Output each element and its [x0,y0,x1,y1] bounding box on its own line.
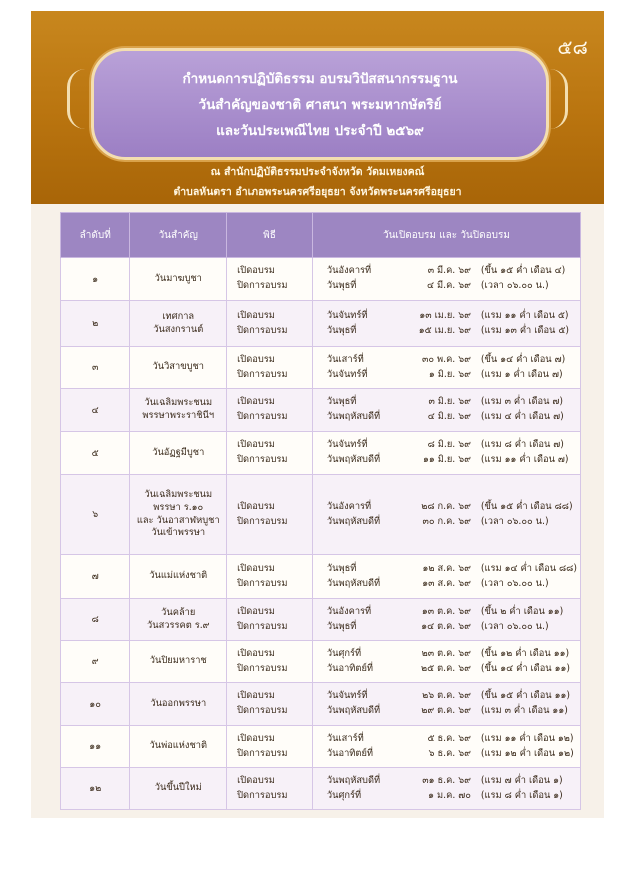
date-date: ๒๓ ต.ค. ๖๙ [421,647,471,659]
venue-line-1: ณ สำนักปฏิบัติธรรมประจำจังหวัด วัดมเหยงคณ์ [210,166,425,178]
ceremony-cell [227,432,313,475]
venue-line-2: ตำบลหันตรา อำเภอพระนครศรีอยุธยา จังหวัดพระนครศรีอยุธยา [173,186,462,198]
title-line-3: และวันประเพณีไทย ประจำปี ๒๕๖๙ [216,123,424,139]
close-date-line [327,789,577,804]
row-number: ๑๐ [61,683,130,726]
date-date: ๓๐ พ.ค. ๖๙ [422,353,471,365]
date-date: ๘ มิ.ย. ๖๙ [427,439,471,451]
important-day-name [130,555,227,599]
table-row [61,683,581,726]
open-date-line [327,732,577,747]
important-day-name [130,599,227,641]
date-day: วันอังคารที่ [326,500,372,512]
dates-cell [312,347,580,389]
row-number: ๑ [61,258,130,301]
important-day-line: วันอัฏฐมีบูชา [152,446,205,458]
open-date-line [327,605,577,620]
date-day: วันพฤหัสบดีที่ [326,577,381,589]
close-date-line [327,368,577,383]
date-day: วันพุธที่ [326,620,357,632]
table-row [61,389,581,432]
date-note: (แรม ๓ ค่ำ เดือน ๑๑) [480,705,568,716]
page-number: ๕๘ [557,35,588,59]
important-day-line: วันมาฆบูชา [154,272,202,284]
date-day: วันจันทร์ที่ [326,690,368,702]
dates-cell [312,726,580,768]
ceremony-open: เปิดอบรม [237,647,275,659]
date-note: (แรม ๗ ค่ำ เดือน ๑) [480,774,563,786]
table-row [61,555,581,599]
table-body [61,258,581,810]
important-day-line: วันเฉลิมพระชนม [144,489,213,501]
date-date: ๓ มี.ค. ๖๙ [427,265,471,277]
row-number: ๑๑ [61,726,130,768]
date-date: ๖ ธ.ค. ๖๙ [428,747,471,759]
ceremony-cell [227,389,313,432]
important-day-name [130,301,227,347]
important-day-line: วันเฉลิมพระชนม [144,397,213,409]
date-date: ๑๔ ต.ค. ๖๙ [421,620,471,632]
date-note: (ขึ้น ๒ ค่ำ เดือน ๑๑) [480,605,564,617]
date-note: (แรม ๑ ค่ำ เดือน ๗) [480,368,563,380]
date-date: ๕ ธ.ค. ๖๙ [427,732,471,744]
dates-cell [312,768,580,810]
table-row [61,599,581,641]
ceremony-open: เปิดอบรม [237,774,275,786]
open-date-line [327,264,577,279]
date-date: ๔ มี.ค. ๖๙ [427,280,471,291]
close-date-line [327,279,577,294]
dates-cell [312,641,580,683]
ceremony-cell [227,768,313,810]
ceremony-open: เปิดอบรม [237,396,275,408]
open-date-line [327,562,577,577]
document-page [31,11,604,818]
date-date: ๓๑ ธ.ค. ๖๙ [422,774,471,786]
table-row [61,475,581,555]
col-header-no: ลำดับที่ [61,213,130,258]
ceremony-open: เปิดอบรม [237,353,275,365]
table-row [61,726,581,768]
date-day: วันพฤหัสบดีที่ [326,705,381,716]
dates-cell [312,301,580,347]
open-date-line [327,647,577,662]
important-day-line: วันเข้าพรรษา [151,527,206,539]
close-date-line [327,410,577,425]
close-date-line [327,515,577,530]
row-number: ๔ [61,389,130,432]
close-date-line [327,704,577,719]
close-date-line [327,620,577,635]
open-date-line [327,353,577,368]
table-row [61,301,581,347]
ceremony-open: เปิดอบรม [237,309,275,321]
date-note: (แรม ๑๑ ค่ำ เดือน ๑๒) [480,732,574,744]
header-band [31,11,604,204]
dates-cell [312,599,580,641]
date-date: ๑๓ ส.ค. ๖๙ [422,577,471,589]
date-note: (แรม ๑๑ ค่ำ เดือน ๕) [480,309,569,321]
important-day-line: วันแม่แห่งชาติ [149,570,208,582]
date-date: ๒๘ ก.ค. ๖๙ [421,500,471,512]
date-date: ๓ มิ.ย. ๖๙ [428,396,471,408]
date-day: วันพุธที่ [326,562,357,574]
important-day-name [130,641,227,683]
title-banner [91,48,549,160]
ceremony-close: ปิดการอบรม [237,789,288,801]
date-date: ๑๑ มิ.ย. ๖๙ [423,454,471,465]
important-day-line: วันพ่อแห่งชาติ [149,740,208,752]
date-note: (แรม ๘ ค่ำ เดือน ๑) [480,789,563,801]
title-line-2: วันสำคัญของชาติ ศาสนา พระมหากษัตริย์ [198,97,442,113]
close-date-line [327,662,577,677]
date-note: (ขึ้น ๑๒ ค่ำ เดือน ๑๑) [480,647,570,659]
ceremony-close: ปิดการอบรม [237,577,288,589]
date-day: วันพุธที่ [326,280,357,291]
ceremony-open: เปิดอบรม [237,439,275,451]
date-day: วันพฤหัสบดีที่ [326,411,381,422]
col-header-dates: วันเปิดอบรม และ วันปิดอบรม [312,213,580,258]
important-day-name [130,683,227,726]
close-date-line [327,324,577,339]
date-day: วันอังคารที่ [326,605,372,617]
important-day-line: วันขึ้นปีใหม่ [154,782,202,794]
ceremony-close: ปิดการอบรม [237,662,288,674]
ceremony-close: ปิดการอบรม [237,705,288,716]
important-day-name [130,768,227,810]
date-date: ๒๙ ต.ค. ๖๙ [421,705,471,716]
row-number: ๗ [61,555,130,599]
date-note: (ขึ้น ๑๔ ค่ำ เดือน ๑๑) [480,662,571,674]
close-date-line [327,453,577,468]
dates-cell [312,683,580,726]
date-date: ๑๕ เม.ย. ๖๙ [418,324,471,336]
date-day: วันพุธที่ [326,324,357,336]
ceremony-cell [227,347,313,389]
important-day-line: และ วันอาสาฬหบูชา [136,514,220,526]
important-day-line: พรรษา ร.๑๐ [153,501,204,513]
date-note: (แรม ๔ ค่ำ เดือน ๗) [480,411,564,422]
open-date-line [327,438,577,453]
date-date: ๓๐ ก.ค. ๖๙ [422,515,471,527]
banner-ornament-left [67,69,90,129]
date-day: วันเสาร์ที่ [326,353,364,365]
date-date: ๒๖ ต.ค. ๖๙ [422,690,471,702]
date-note: (เวลา ๐๖.๐๐ น.) [480,620,549,632]
date-date: ๒๕ ต.ค. ๖๙ [420,662,471,674]
table-row [61,258,581,301]
important-day-line: วันวิสาขบูชา [152,361,204,373]
date-day: วันพุธที่ [326,396,357,408]
dates-cell [312,432,580,475]
date-note: (แรม ๑๒ ค่ำ เดือน ๑๒) [480,747,574,759]
dates-cell [312,475,580,555]
ceremony-close: ปิดการอบรม [237,280,288,291]
title-line-1: กำหนดการปฏิบัติธรรม อบรมวิปัสสนากรรมฐาน [182,71,458,87]
dates-cell [312,555,580,599]
important-day-line: พรรษาพระราชินีฯ [142,410,215,421]
important-day-name [130,475,227,555]
ceremony-cell [227,641,313,683]
table-row [61,347,581,389]
row-number: ๒ [61,301,130,347]
date-day: วันจันทร์ที่ [326,439,368,451]
close-date-line [327,577,577,592]
date-day: วันอังคารที่ [326,265,372,277]
ceremony-cell [227,301,313,347]
date-note: (แรม ๑๓ ค่ำ เดือน ๕) [480,324,569,336]
ceremony-cell [227,726,313,768]
date-note: (เวลา ๐๖.๐๐ น.) [480,280,549,291]
date-day: วันพฤหัสบดีที่ [326,454,381,465]
date-note: (แรม ๑๑ ค่ำ เดือน ๗) [480,454,569,465]
dates-cell [312,258,580,301]
schedule-table [60,212,581,810]
row-number: ๕ [61,432,130,475]
date-day: วันอาทิตย์ที่ [326,662,374,674]
ceremony-cell [227,555,313,599]
ceremony-cell [227,683,313,726]
dates-cell [312,389,580,432]
important-day-name [130,258,227,301]
ceremony-open: เปิดอบรม [237,562,275,574]
date-date: ๑ ม.ค. ๗๐ [428,789,471,801]
important-day-line: วันคล้าย [161,606,196,618]
date-day: วันพฤหัสบดีที่ [326,774,381,786]
ceremony-close: ปิดการอบรม [237,620,288,632]
date-day: วันอาทิตย์ที่ [326,747,374,759]
date-day: วันเสาร์ที่ [326,732,364,744]
date-day: วันจันทร์ที่ [326,368,368,380]
col-header-ceremony: พิธี [227,213,313,258]
open-date-line [327,395,577,410]
ceremony-open: เปิดอบรม [237,690,275,702]
ceremony-close: ปิดการอบรม [237,368,288,380]
open-date-line [327,774,577,789]
date-note: (ขึ้น ๑๕ ค่ำ เดือน ๔) [480,265,566,277]
important-day-name [130,389,227,432]
row-number: ๓ [61,347,130,389]
open-date-line [327,309,577,324]
col-header-day: วันสำคัญ [130,213,227,258]
open-date-line [327,500,577,515]
ceremony-close: ปิดการอบรม [237,515,288,527]
row-number: ๙ [61,641,130,683]
date-note: (เวลา ๐๖.๐๐ น.) [480,515,549,527]
date-date: ๔ มิ.ย. ๖๙ [427,411,471,422]
ceremony-close: ปิดการอบรม [237,454,288,465]
open-date-line [327,689,577,704]
ceremony-close: ปิดการอบรม [237,747,288,759]
date-day: วันศุกร์ที่ [326,647,362,659]
date-date: ๑๓ เม.ย. ๖๙ [419,309,471,321]
important-day-name [130,432,227,475]
date-note: (แรม ๘ ค่ำ เดือน ๗) [480,439,564,451]
date-day: วันจันทร์ที่ [326,309,368,321]
ceremony-cell [227,258,313,301]
date-day: วันศุกร์ที่ [326,789,362,801]
close-date-line [327,747,577,762]
important-day-line: วันปิยมหาราช [149,655,207,667]
ceremony-open: เปิดอบรม [237,265,275,277]
ceremony-close: ปิดการอบรม [237,324,288,336]
table-row [61,432,581,475]
date-day: วันพฤหัสบดีที่ [326,515,381,527]
date-date: ๑๓ ต.ค. ๖๙ [421,605,471,617]
date-note: (เวลา ๐๖.๐๐ น.) [480,577,549,589]
important-day-line: วันสวรรคต ร.๙ [147,619,210,631]
table-header-row [61,213,581,258]
date-date: ๑๒ ส.ค. ๖๙ [422,562,471,574]
ceremony-open: เปิดอบรม [237,500,275,512]
important-day-name [130,726,227,768]
date-note: (ขึ้น ๑๕ ค่ำ เดือน ๑๑) [480,690,571,702]
ceremony-open: เปิดอบรม [237,732,275,744]
ceremony-cell [227,475,313,555]
important-day-line: วันออกพรรษา [150,697,207,709]
important-day-line: เทศกาล [162,310,195,322]
important-day-line: วันสงกรานต์ [153,323,204,335]
ceremony-cell [227,599,313,641]
important-day-name [130,347,227,389]
date-note: (แรม ๑๔ ค่ำ เดือน ๘๘) [480,562,577,574]
row-number: ๖ [61,475,130,555]
date-date: ๑ มิ.ย. ๖๙ [428,368,471,380]
date-note: (ขึ้น ๑๔ ค่ำ เดือน ๗) [480,353,566,365]
ceremony-open: เปิดอบรม [237,605,275,617]
date-note: (แรม ๓ ค่ำ เดือน ๗) [480,396,564,408]
ceremony-close: ปิดการอบรม [237,411,288,422]
table-row [61,768,581,810]
table-row [61,641,581,683]
row-number: ๘ [61,599,130,641]
row-number: ๑๒ [61,768,130,810]
date-note: (ขึ้น ๑๕ ค่ำ เดือน ๘๘) [480,500,573,512]
